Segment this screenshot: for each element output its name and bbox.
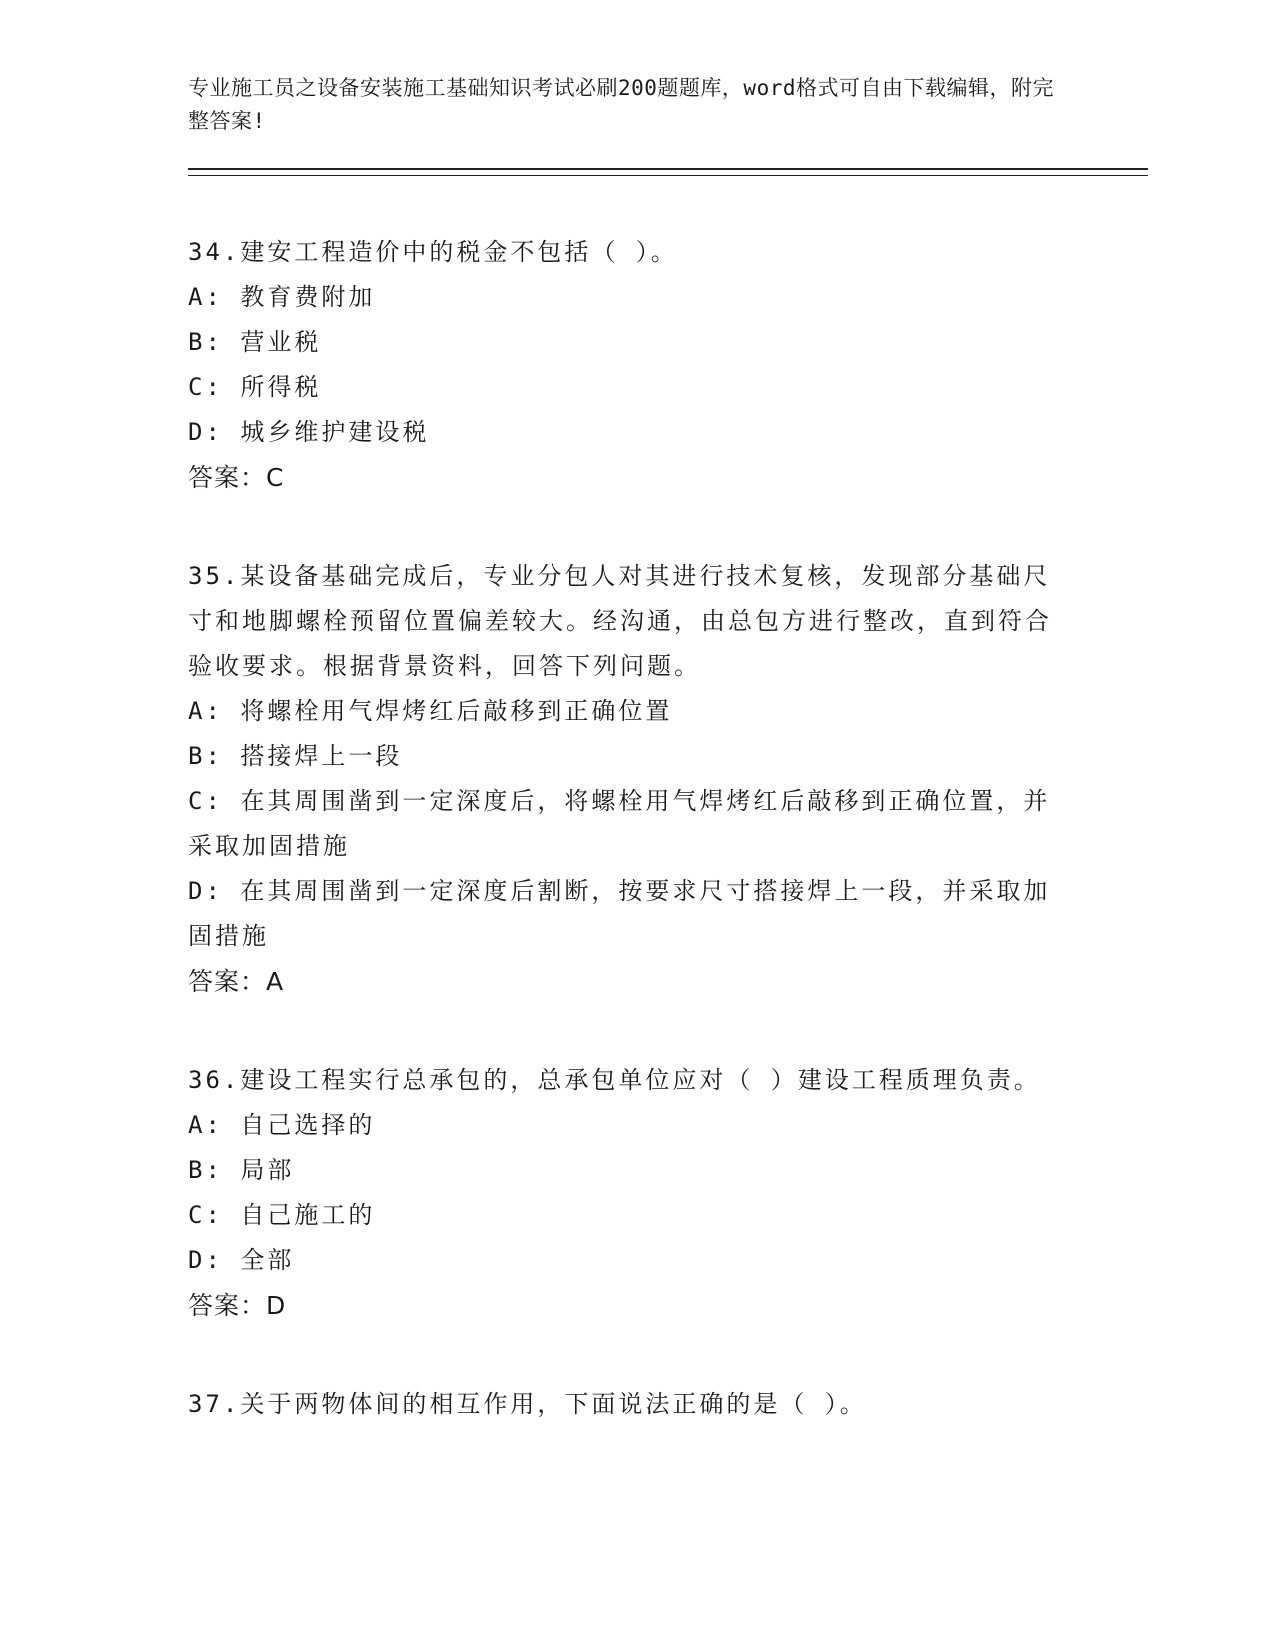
answer-label: 答案：A bbox=[188, 967, 285, 996]
document-page bbox=[188, 72, 1148, 1480]
option-c: C: 自己施工的 bbox=[188, 1201, 376, 1229]
question-stem: 34.建安工程造价中的税金不包括（ ）。 bbox=[188, 238, 678, 266]
question-35 bbox=[188, 554, 1068, 1005]
option-b: B: 搭接焊上一段 bbox=[188, 742, 403, 770]
option-c: C: 所得税 bbox=[188, 373, 322, 401]
option-c: C: 在其周围凿到一定深度后，将螺栓用气焊烤红后敲移到正确位置，并采取加固措施 bbox=[188, 787, 1051, 860]
answer-label: 答案：C bbox=[188, 463, 285, 492]
option-b: B: 营业税 bbox=[188, 328, 322, 356]
option-a: A: 教育费附加 bbox=[188, 283, 376, 311]
option-a: A: 自己选择的 bbox=[188, 1111, 376, 1139]
question-stem: 36.建设工程实行总承包的，总承包单位应对（ ）建设工程质理负责。 bbox=[188, 1066, 1041, 1094]
question-36 bbox=[188, 1058, 1068, 1329]
question-37 bbox=[188, 1382, 1068, 1427]
option-d: D: 城乡维护建设税 bbox=[188, 418, 430, 446]
question-34 bbox=[188, 230, 1068, 501]
answer-label: 答案：D bbox=[188, 1291, 287, 1320]
option-d: D: 在其周围凿到一定深度后割断，按要求尺寸搭接焊上一段，并采取加固措施 bbox=[188, 877, 1051, 950]
option-a: A: 将螺栓用气焊烤红后敲移到正确位置 bbox=[188, 697, 673, 725]
question-stem: 37.关于两物体间的相互作用，下面说法正确的是（ ）。 bbox=[188, 1390, 867, 1418]
option-b: B: 局部 bbox=[188, 1156, 295, 1184]
document-header: 专业施工员之设备安装施工基础知识考试必刷200题题库，word格式可自由下载编辑，附完整答案! bbox=[188, 76, 1054, 133]
question-list bbox=[188, 230, 1068, 1427]
question-stem: 35.某设备基础完成后，专业分包人对其进行技术复核，发现部分基础尺寸和地脚螺栓预留位置偏差较大。经沟通，由总包方进行整改，直到符合验收要求。根据背景资料，回答下列问题。 bbox=[188, 562, 1052, 680]
header-divider bbox=[188, 168, 1148, 176]
option-d: D: 全部 bbox=[188, 1246, 295, 1274]
